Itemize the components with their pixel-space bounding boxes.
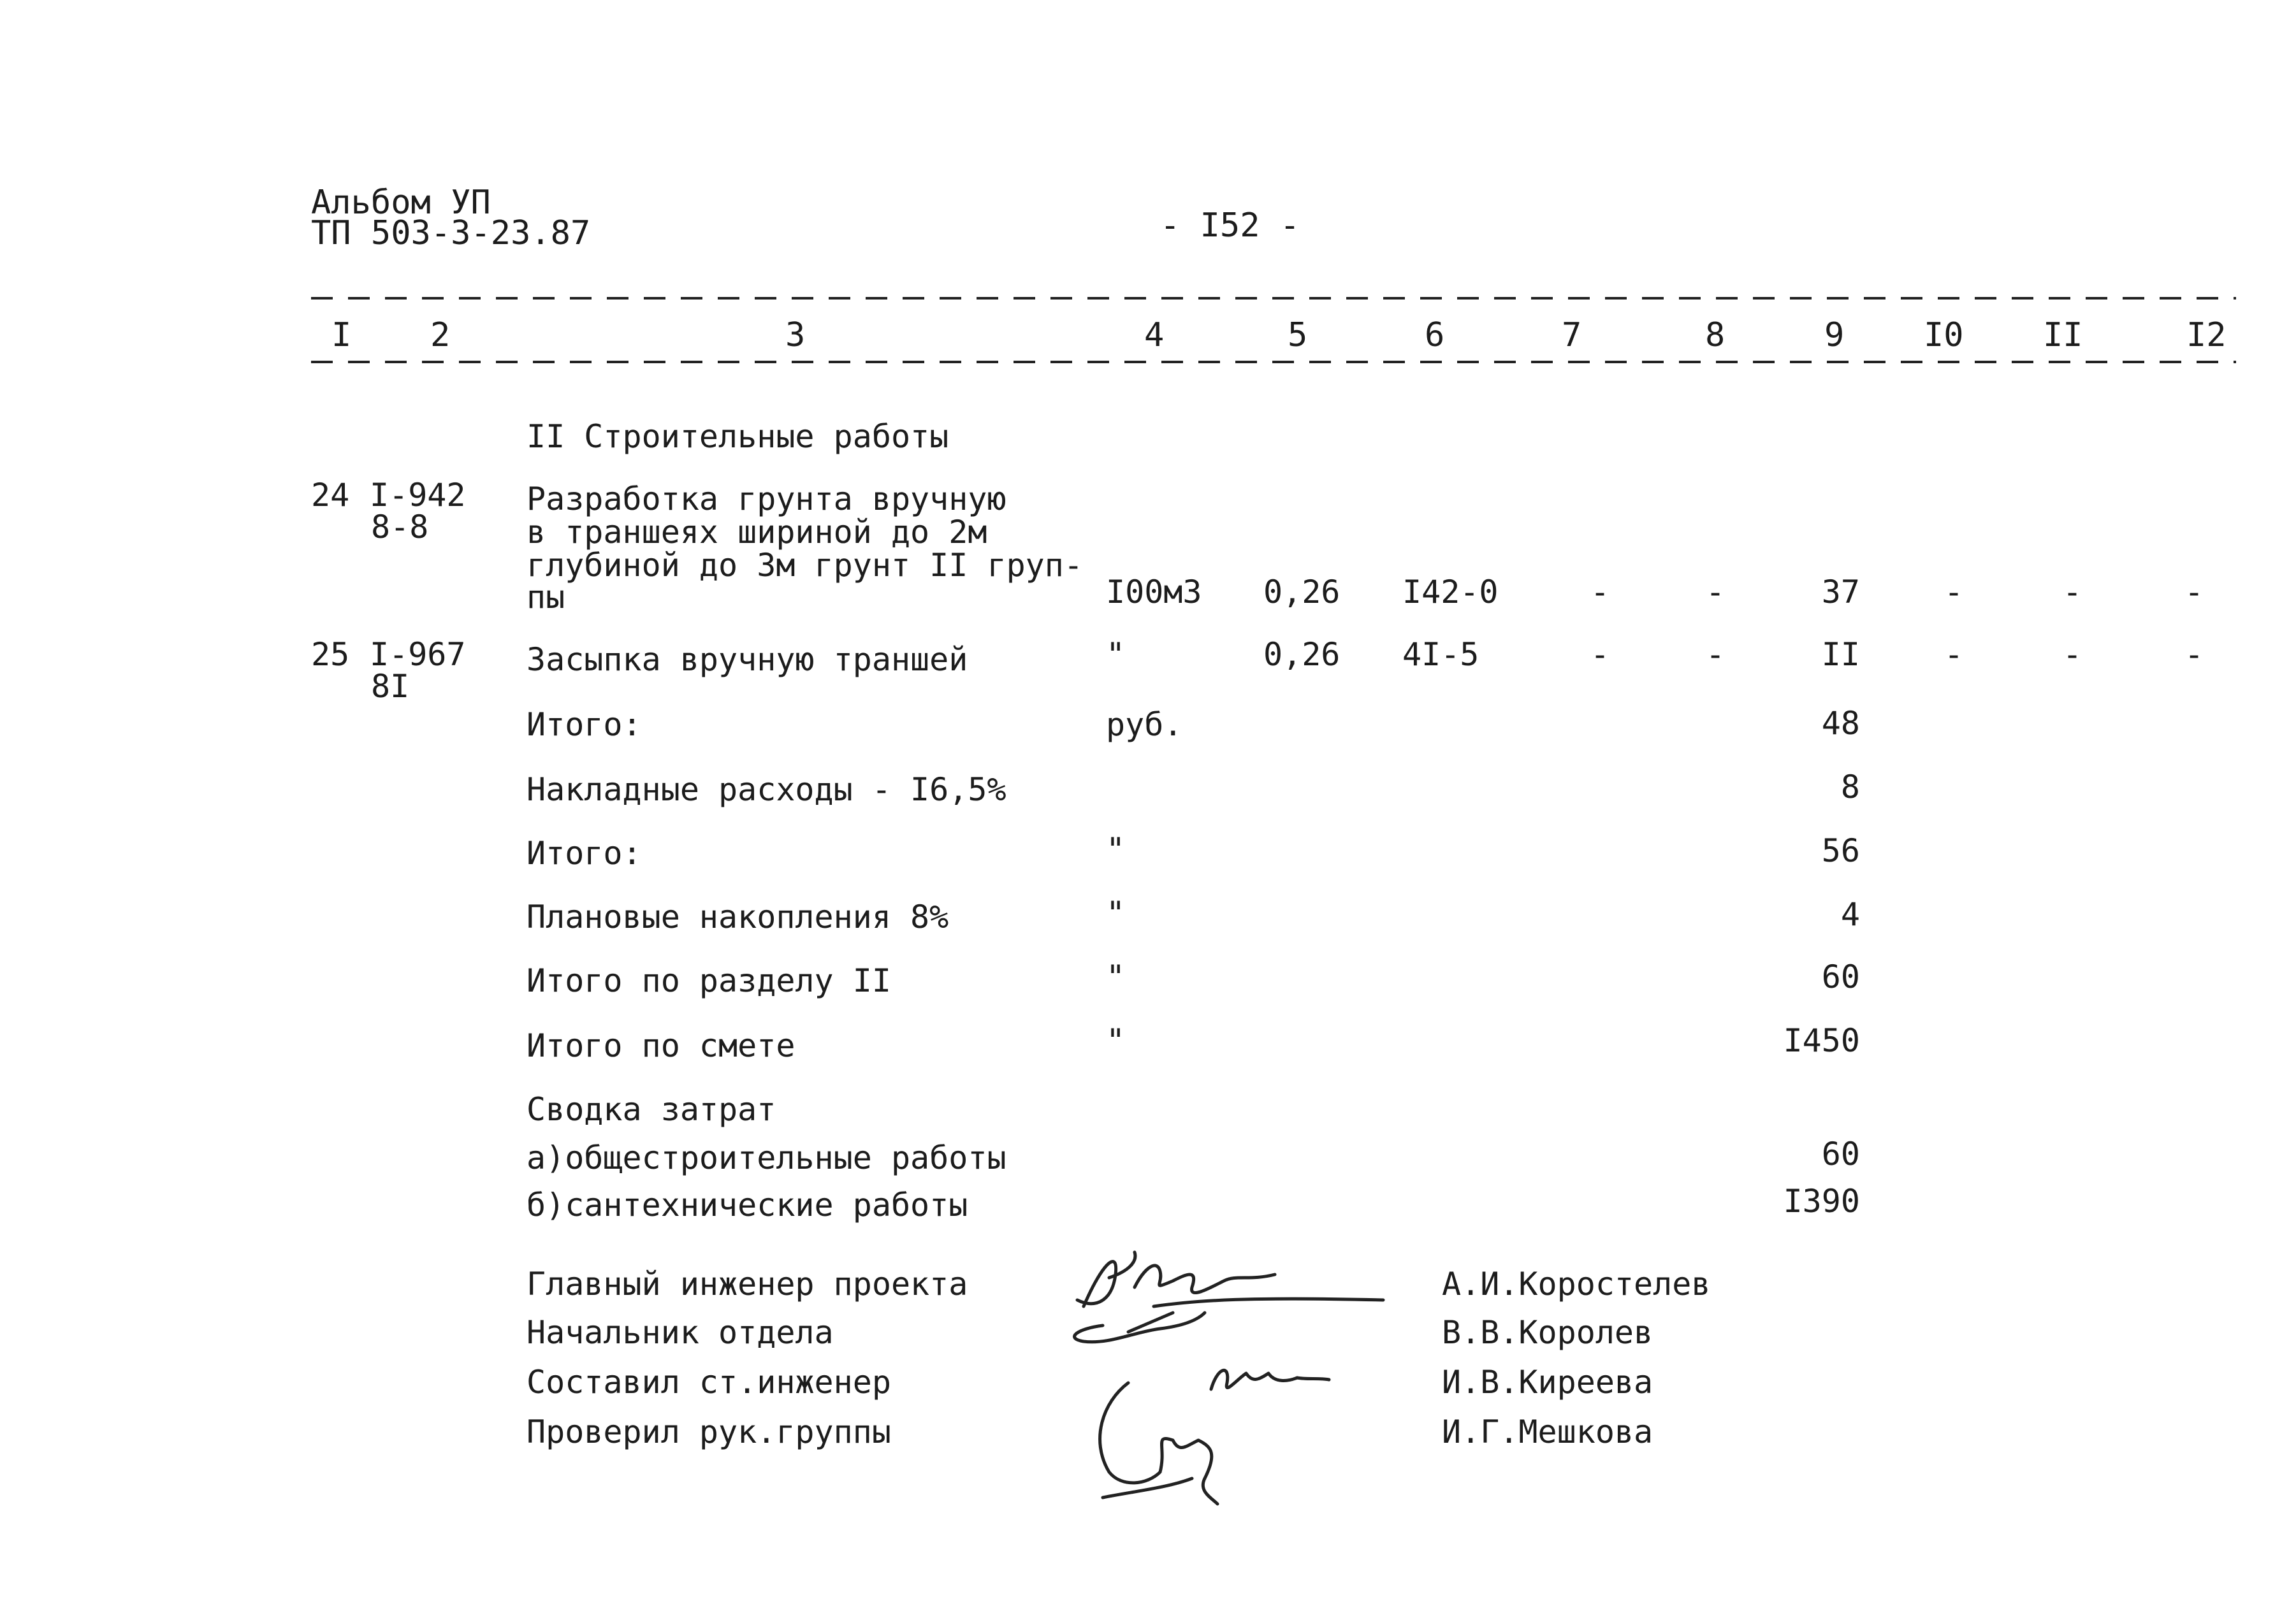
col-10: I0 xyxy=(1924,316,1964,354)
cell-8: - xyxy=(1706,574,1726,610)
cell-11: - xyxy=(2063,574,2082,610)
cost-summary-item-value: I390 xyxy=(1783,1183,1860,1220)
signature-name: В.В.Королев xyxy=(1442,1314,1653,1351)
total-cost: II xyxy=(1821,636,1860,673)
cost-summary-item-label: б)сантехнические работы xyxy=(527,1187,968,1224)
summary-value: 4 xyxy=(1840,896,1860,933)
project-code: ТП 503-3-23.87 xyxy=(311,214,591,252)
cost-summary-item-value: 60 xyxy=(1821,1136,1860,1173)
summary-unit: " xyxy=(1106,831,1126,868)
cell-10: - xyxy=(1944,574,1964,610)
signature-group-lead xyxy=(1100,1383,1217,1504)
work-description-line: в траншеях шириной до 2м xyxy=(527,514,987,551)
summary-label: Итого: xyxy=(527,706,642,743)
cell-11: - xyxy=(2063,636,2082,673)
col-9: 9 xyxy=(1824,316,1845,354)
signature-name: И.Г.Мешкова xyxy=(1442,1413,1653,1450)
cost-summary-title: Сводка затрат xyxy=(527,1091,776,1128)
cell-12: - xyxy=(2184,636,2204,673)
signature-chief-engineer xyxy=(1077,1252,1383,1306)
summary-unit: " xyxy=(1106,958,1126,995)
quantity: 0,26 xyxy=(1263,574,1341,610)
unit: I00м3 xyxy=(1106,574,1202,610)
handwritten-signatures xyxy=(1007,1236,1428,1529)
work-description-line: глубиной до 3м грунт II груп- xyxy=(527,547,1083,584)
summary-unit: руб. xyxy=(1106,706,1183,743)
cell-10: - xyxy=(1944,636,1964,673)
norm-code-sub: 8-8 xyxy=(371,509,429,545)
total-cost: 37 xyxy=(1821,574,1860,610)
col-5: 5 xyxy=(1288,316,1308,354)
signature-compiler xyxy=(1211,1370,1329,1389)
header-top-rule xyxy=(311,297,2236,300)
signature-department-head xyxy=(1075,1313,1205,1342)
norm-code: I-942 xyxy=(370,477,466,514)
row-number: 25 xyxy=(311,636,350,673)
norm-code: I-967 xyxy=(370,636,466,673)
col-2: 2 xyxy=(430,316,451,354)
section-title: II Строительные работы xyxy=(527,418,949,455)
unit: " xyxy=(1106,636,1126,673)
work-description-line: Разработка грунта вручную xyxy=(527,480,1006,517)
summary-value: 60 xyxy=(1821,958,1860,995)
signature-name: А.И.Коростелев xyxy=(1442,1266,1711,1303)
col-3: 3 xyxy=(785,316,806,354)
col-4: 4 xyxy=(1144,316,1165,354)
work-description-line: Засыпка вручную траншей xyxy=(527,641,968,678)
signature-role: Проверил рук.группы xyxy=(527,1413,891,1450)
cell-12: - xyxy=(2184,574,2204,610)
signature-role: Главный инженер проекта xyxy=(527,1266,968,1303)
cell-7: - xyxy=(1590,636,1610,673)
cell-8: - xyxy=(1706,636,1726,673)
summary-label: Итого по разделу II xyxy=(527,962,891,999)
col-12: I2 xyxy=(2186,316,2227,354)
cost-summary-item-label: а)общестроительные работы xyxy=(527,1139,1006,1176)
header-bottom-rule xyxy=(311,361,2236,363)
summary-label: Итого: xyxy=(527,835,642,872)
col-6: 6 xyxy=(1425,316,1445,354)
signature-role: Составил ст.инженер xyxy=(527,1364,891,1401)
quantity: 0,26 xyxy=(1263,636,1341,673)
norm-code-sub: 8I xyxy=(371,668,410,705)
summary-value: 48 xyxy=(1821,705,1860,742)
album-label: Альбом УП xyxy=(311,184,491,222)
signature-role: Начальник отдела xyxy=(527,1314,834,1351)
unit-price: I42-0 xyxy=(1402,574,1499,610)
summary-value: 8 xyxy=(1840,769,1860,805)
summary-unit: " xyxy=(1106,895,1126,932)
col-1: I xyxy=(331,316,352,354)
cell-7: - xyxy=(1590,574,1610,610)
page-number: - I52 - xyxy=(1160,206,1300,245)
unit-price: 4I-5 xyxy=(1402,636,1479,673)
summary-label: Накладные расходы - I6,5% xyxy=(527,771,1006,808)
summary-value: 56 xyxy=(1821,832,1860,869)
summary-value: I450 xyxy=(1783,1022,1860,1059)
signature-name: И.В.Киреева xyxy=(1442,1364,1653,1401)
col-8: 8 xyxy=(1705,316,1726,354)
row-number: 24 xyxy=(311,477,350,514)
col-11: II xyxy=(2043,316,2083,354)
summary-unit: " xyxy=(1106,1022,1126,1059)
summary-label: Итого по смете xyxy=(527,1027,796,1064)
col-7: 7 xyxy=(1562,316,1582,354)
work-description-line: пы xyxy=(527,579,565,616)
summary-label: Плановые накопления 8% xyxy=(527,899,949,935)
